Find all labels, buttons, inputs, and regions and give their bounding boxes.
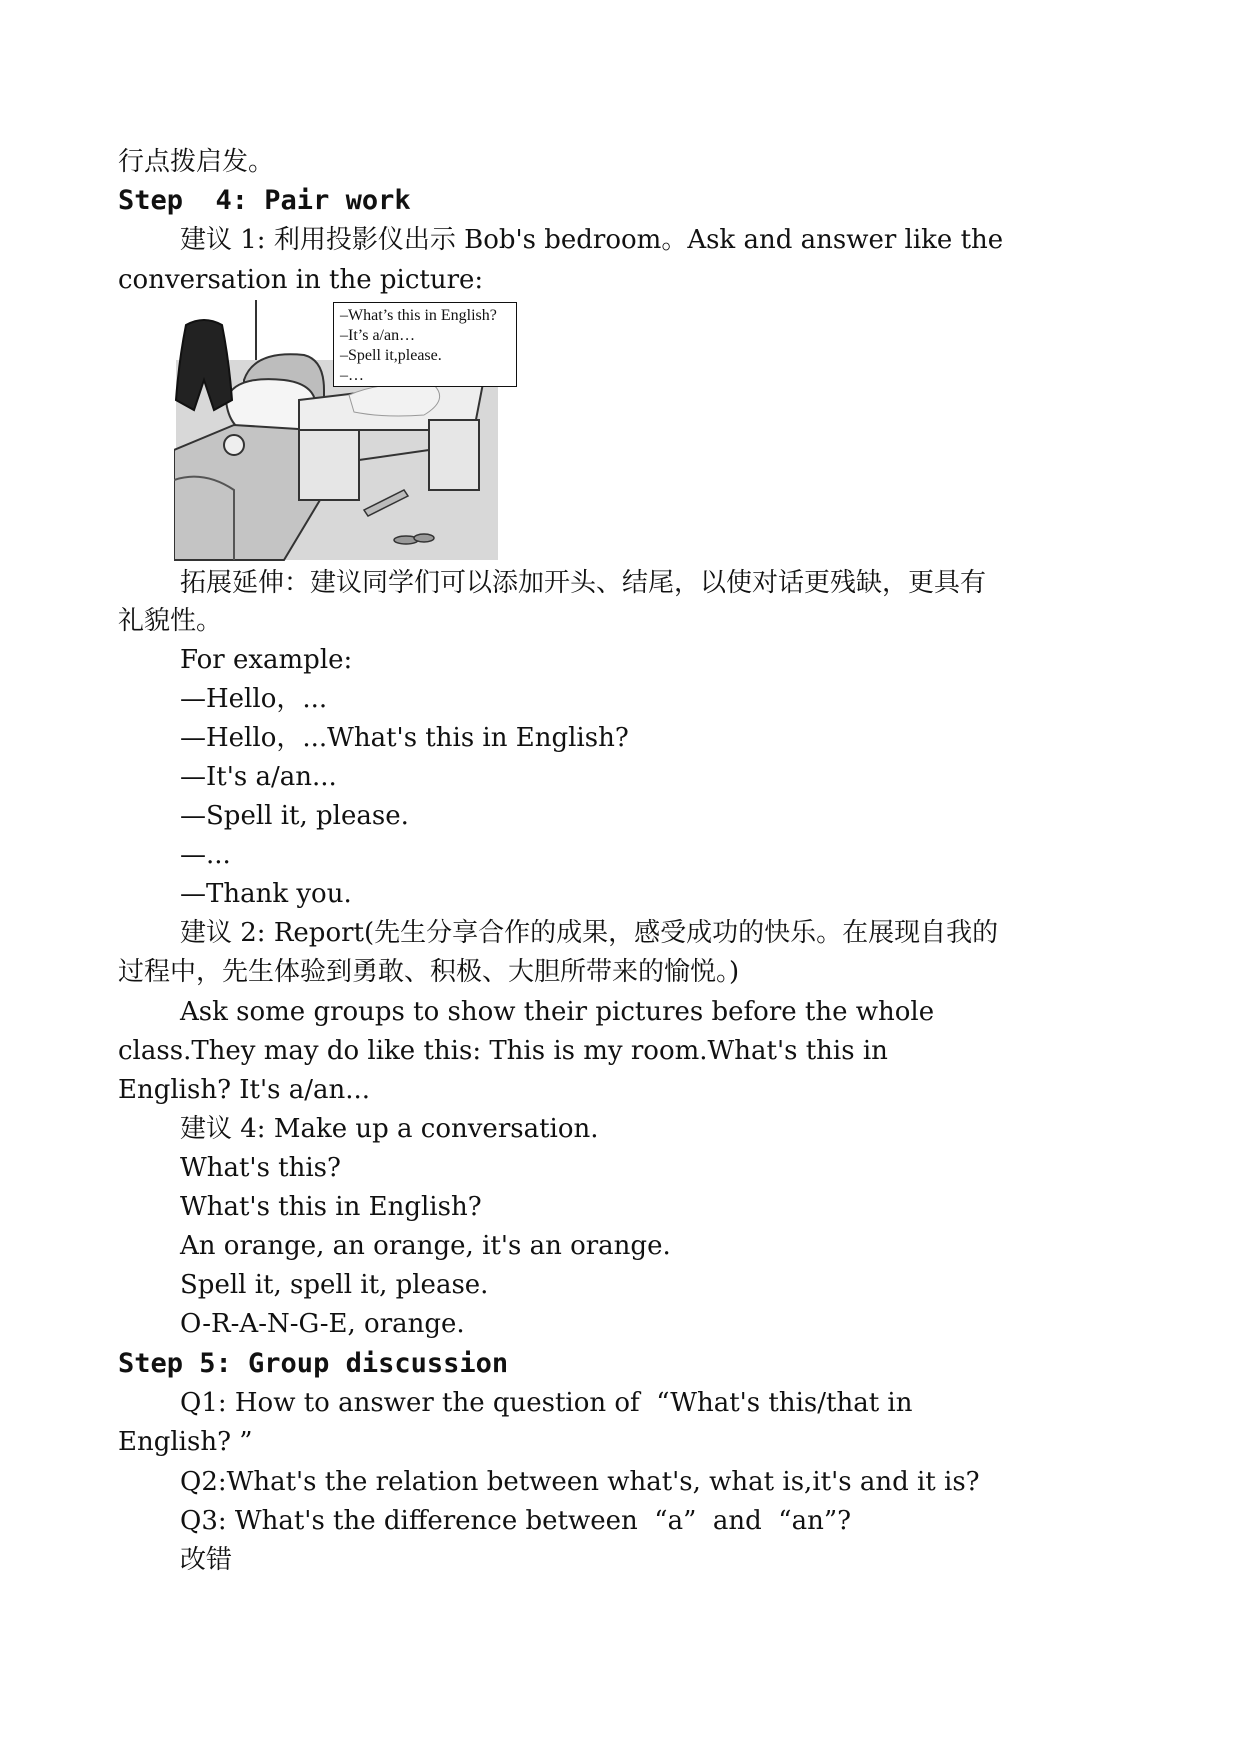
- dialogue-line: —Hello，...What's this in English?: [180, 723, 629, 753]
- extension-line1: 拓展延伸：建议同学们可以添加开头、结尾，以使对话更残缺，更具有: [180, 568, 987, 598]
- suggestion1-line1: 建议 1: 利用投影仪出示 Bob's bedroom。Ask and answer like the: [180, 225, 1004, 255]
- bubble-line: –Spell it,please.: [340, 347, 442, 364]
- question1-line2: English? ”: [118, 1427, 253, 1457]
- step5-heading: Step 5: Group discussion: [118, 1348, 509, 1379]
- bubble-line: –…: [340, 367, 364, 384]
- dialogue-line: —Thank you.: [180, 879, 352, 909]
- suggestion2-line1: 建议 2: Report(先生分享合作的成果，感受成功的快乐。在展现自我的: [180, 918, 999, 948]
- dialogue-line: —Hello，...: [180, 684, 328, 714]
- ask-line3: English? It's a/an...: [118, 1075, 371, 1105]
- question1-line1: Q1: How to answer the question of “What's this/that in: [180, 1388, 913, 1418]
- chant-line: What's this?: [180, 1153, 341, 1183]
- suggestion1-line2: conversation in the picture:: [118, 265, 484, 295]
- step4-heading: Step 4: Pair work: [118, 185, 411, 216]
- chant-line: An orange, an orange, it's an orange.: [180, 1231, 671, 1261]
- dialogue-line: —...: [180, 840, 231, 870]
- paragraph-line: 行点拨启发。: [118, 147, 275, 177]
- correction-label: 改错: [180, 1545, 233, 1575]
- suggestion2-line2: 过程中，先生体验到勇敢、积极、大胆所带来的愉悦。): [118, 957, 740, 987]
- extension-line2: 礼貌性。: [118, 606, 223, 636]
- example-label: For example:: [180, 645, 353, 675]
- ask-line1: Ask some groups to show their pictures before the whole: [180, 997, 935, 1027]
- suggestion4-line: 建议 4: Make up a conversation.: [180, 1114, 599, 1144]
- speech-bubble: [333, 302, 517, 387]
- chant-line: O-R-A-N-G-E, orange.: [180, 1309, 465, 1339]
- bubble-line: –It’s a/an…: [340, 327, 416, 344]
- question2-line: Q2:What's the relation between what's, what is,it's and it is?: [180, 1467, 980, 1497]
- chant-line: What's this in English?: [180, 1192, 482, 1222]
- ask-line2: class.They may do like this: This is my room.What's this in: [118, 1036, 888, 1066]
- question3-line: Q3: What's the difference between “a” and “an”?: [180, 1506, 852, 1536]
- dialogue-line: —It's a/an...: [180, 762, 337, 792]
- bubble-line: –What’s this in English?: [340, 307, 497, 324]
- dialogue-line: —Spell it, please.: [180, 801, 409, 831]
- chant-line: Spell it, spell it, please.: [180, 1270, 489, 1300]
